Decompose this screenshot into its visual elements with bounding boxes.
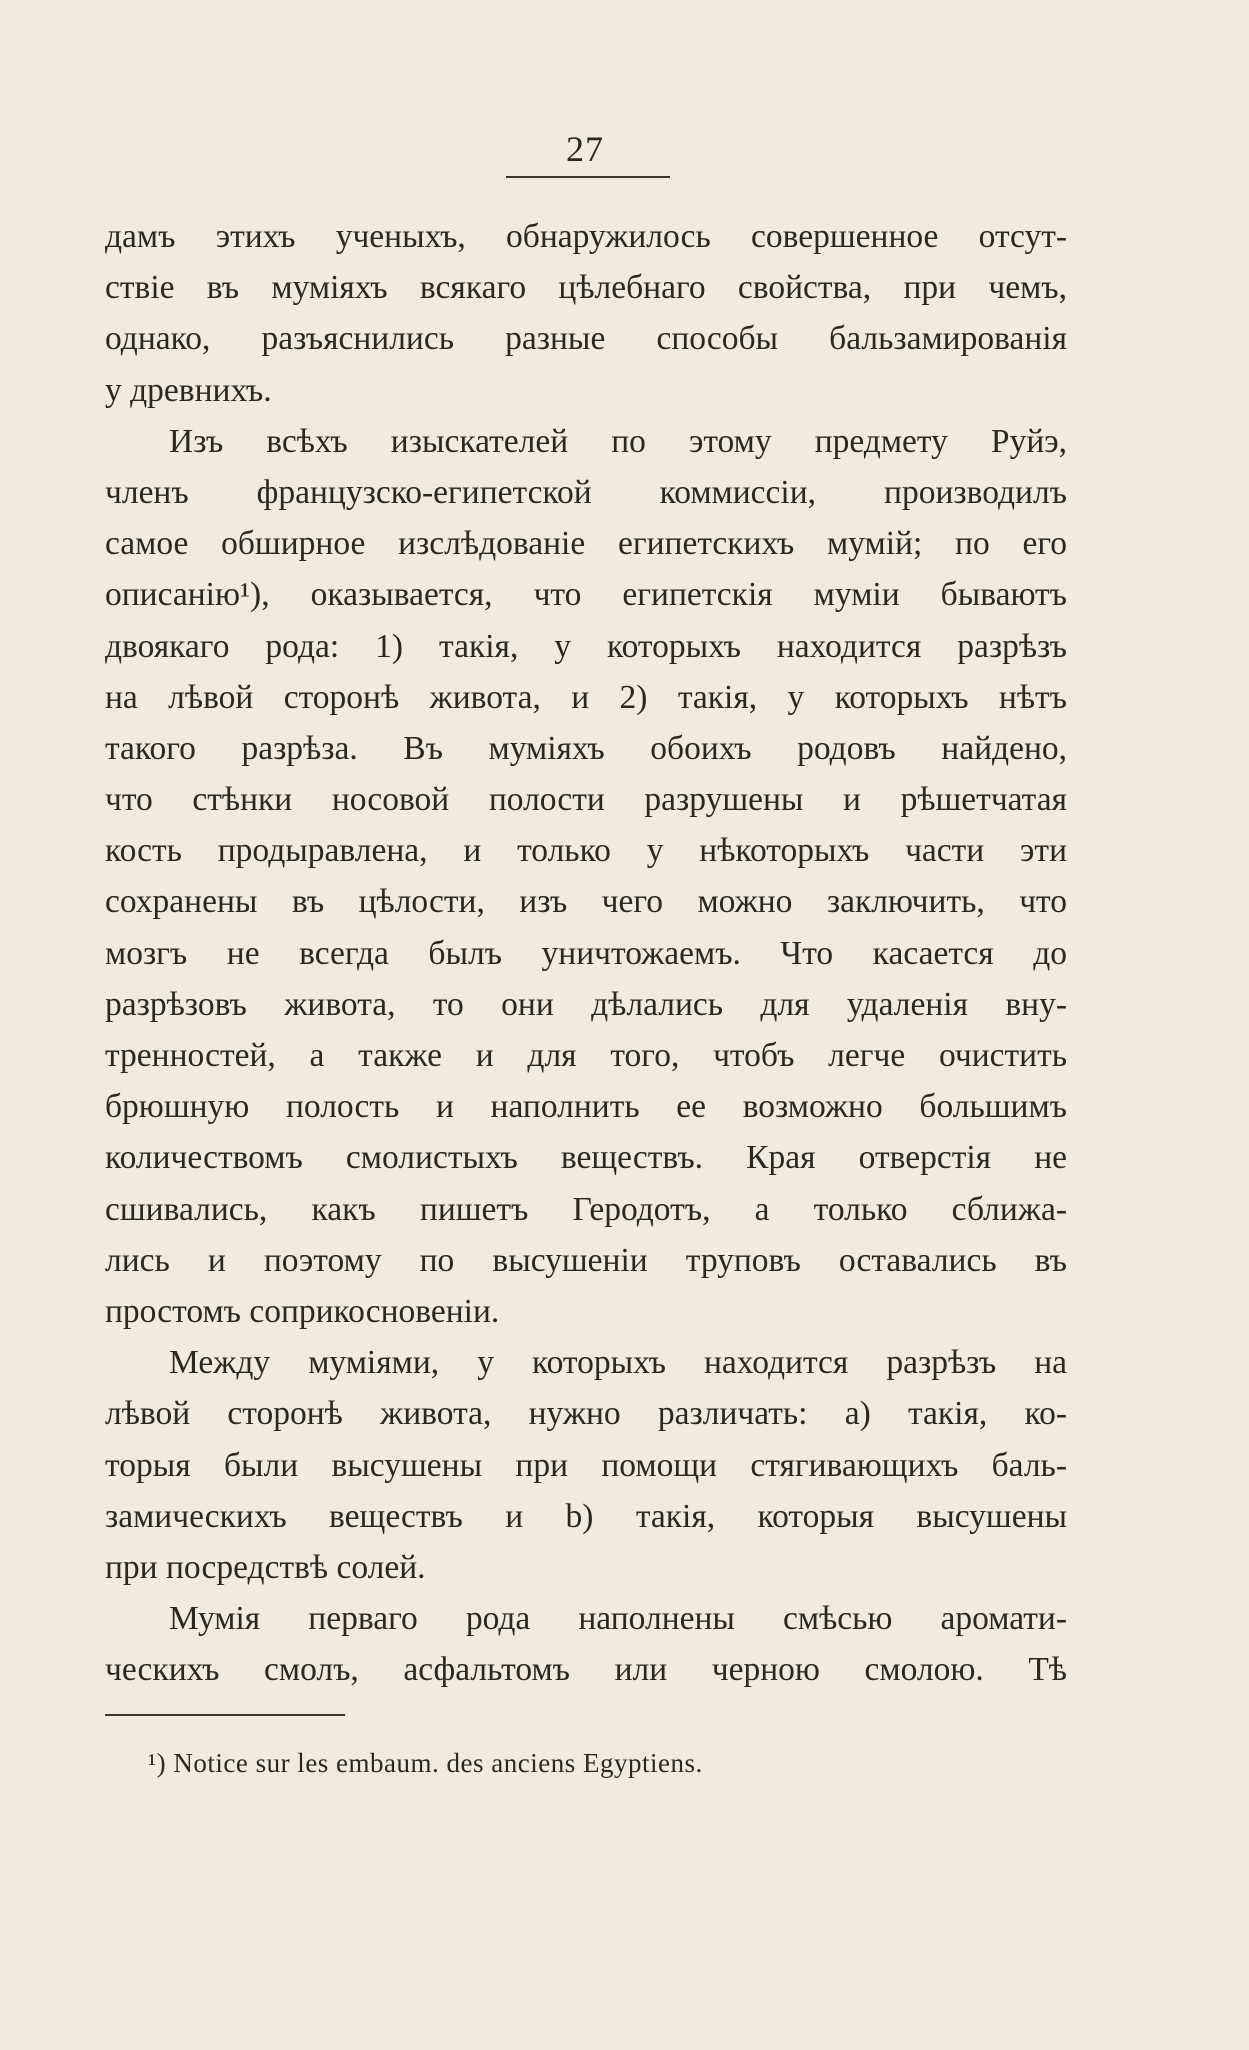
text-line: при посредствѣ солей. xyxy=(105,1548,426,1586)
text-line: торыя были высушены при помощи стягивающихъ баль- xyxy=(105,1446,1067,1484)
text-line: Между мумiями, у которыхъ находится разрѣзъ на xyxy=(169,1344,1067,1382)
text-line: на лѣвой сторонѣ живота, и 2) такiя, у которыхъ нѣтъ xyxy=(105,678,1067,716)
text-line: ческихъ смолъ, асфальтомъ или черною смолою. Тѣ xyxy=(105,1651,1067,1689)
page-number: 27 xyxy=(566,129,604,169)
text-line: такого разрѣза. Въ мумiяхъ обоихъ родовъ найдено, xyxy=(105,729,1067,767)
page-number-rule xyxy=(506,176,670,178)
text-line: самое обширное изслѣдованiе египетскихъ мумiй; по его xyxy=(105,525,1067,563)
footnote-rule xyxy=(105,1714,345,1716)
text-line: лись и поэтому по высушенiи труповъ оставались въ xyxy=(105,1241,1067,1279)
text-line: лѣвой сторонѣ живота, нужно различать: а) такiя, ко- xyxy=(105,1395,1067,1433)
text-line: количествомъ смолистыхъ веществъ. Края отверстiя не xyxy=(105,1139,1067,1177)
text-line: ствіе въ мумiяхъ всякаго цѣлебнаго свойства, при чемъ, xyxy=(105,269,1067,307)
text-line: однако, разъяснились разные способы бальзамированiя xyxy=(105,320,1067,358)
footnote-text: Notice sur les embaum. des anciens Egyptiens. xyxy=(173,1748,703,1778)
text-line: описанiю¹), оказывается, что египетскiя мумiи бываютъ xyxy=(105,576,1067,614)
text-line: что стѣнки носовой полости разрушены и рѣшетчатая xyxy=(105,781,1067,819)
text-line: сшивались, какъ пишетъ Геродотъ, а только сближа- xyxy=(105,1190,1067,1228)
text-line: брюшную полость и наполнить ее возможно большимъ xyxy=(105,1088,1067,1126)
text-line: Мумiя перваго рода наполнены смѣсью аромати- xyxy=(169,1600,1067,1638)
text-line: разрѣзовъ живота, то они дѣлались для удаленiя вну- xyxy=(105,985,1067,1023)
text-line: дамъ этихъ ученыхъ, обнаружилось совершенное отсут- xyxy=(105,218,1067,255)
text-line: замическихъ веществъ и b) такiя, которыя высушены xyxy=(105,1497,1067,1535)
text-line: кость продыравлена, и только у нѣкоторыхъ части эти xyxy=(105,832,1067,870)
text-line: мозгъ не всегда былъ уничтожаемъ. Что касается до xyxy=(105,934,1067,972)
text-line: тренностей, а также и для того, чтобъ легче очистить xyxy=(105,1037,1067,1074)
text-line: у древнихъ. xyxy=(105,371,272,409)
text-line: сохранены въ цѣлости, изъ чего можно заключить, что xyxy=(105,883,1067,921)
text-line: двоякаго рода: 1) такiя, у которыхъ находится разрѣзъ xyxy=(105,627,1067,665)
text-line: простомъ соприкосновенiи. xyxy=(105,1292,500,1330)
footnote-marker: ¹) xyxy=(148,1748,167,1778)
body-text xyxy=(105,211,1067,1695)
text-line: Изъ всѣхъ изыскателей по этому предмету Руйэ, xyxy=(169,422,1067,460)
text-line: членъ французско-египетской коммиссiи, производилъ xyxy=(105,473,1067,511)
footnote xyxy=(148,1745,703,1781)
